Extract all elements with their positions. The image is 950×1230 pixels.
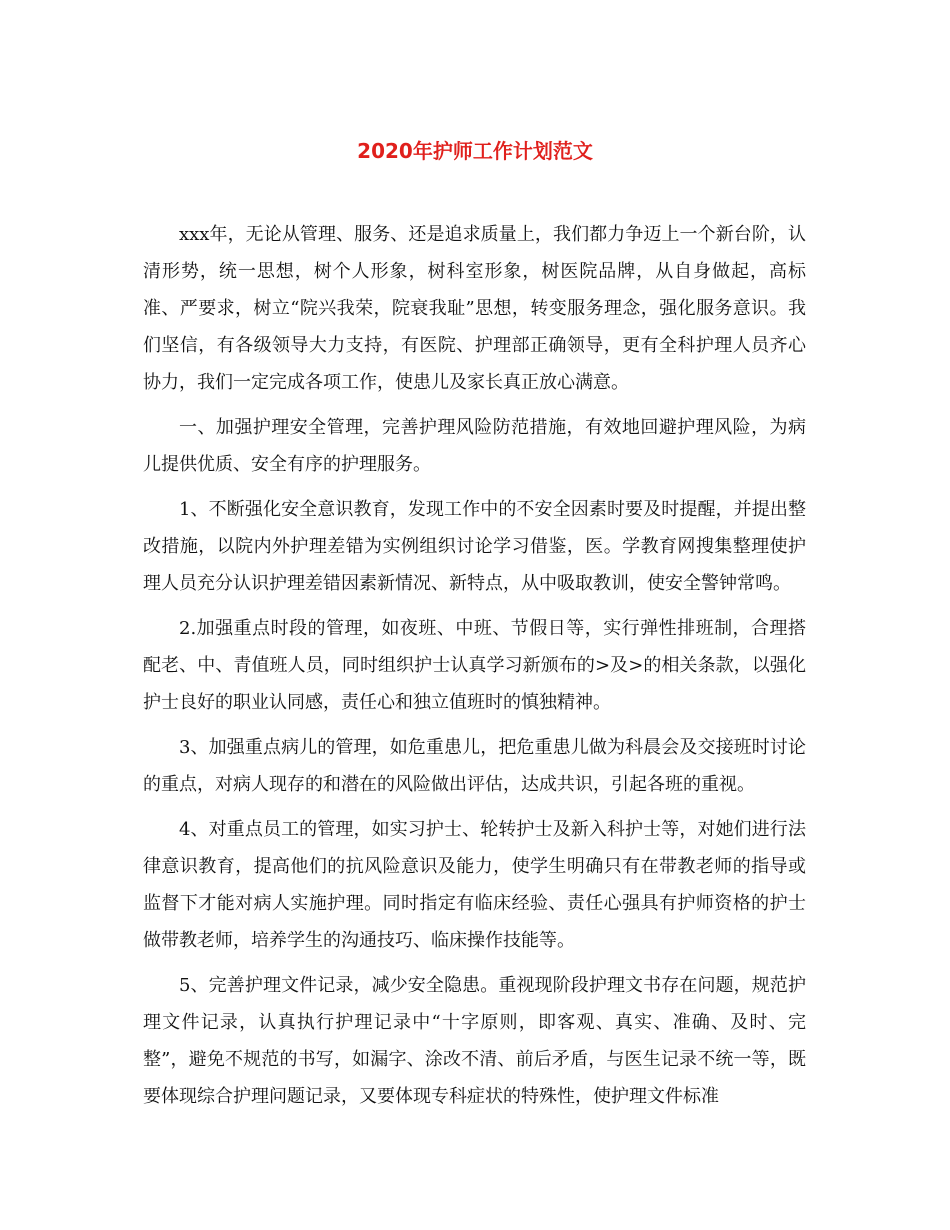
paragraph-intro: xxx年，无论从管理、服务、还是追求质量上，我们都力争迈上一个新台阶，认清形势，统一思想，树个人形象，树科室形象，树医院品牌，从自身做起，高标准、严要求，树立“院兴我荣，院衰我耻”思想，转变服务理念，强化服务意识。我们坚信，有各级领导大力支持，有医院、护理部正确领导，更有全科护理人员齐心协力，我们一定完成各项工作，使患儿及家长真正放心满意。 <box>143 224 806 393</box>
paragraph-item-4: 4、对重点员工的管理，如实习护士、轮转护士及新入科护士等，对她们进行法律意识教育，提高他们的抗风险意识及能力，使学生明确只有在带教老师的指导或监督下才能对病人实施护理。同时指定有临床经验、责任心强具有护师资格的护士做带教老师，培养学生的沟通技巧、临床操作技能等。 <box>143 819 806 951</box>
document-title: 2020年护师工作计划范文 <box>357 139 593 163</box>
paragraph-item-2: 2.加强重点时段的管理，如夜班、中班、节假日等，实行弹性排班制，合理搭配老、中、青值班人员，同时组织护士认真学习新颁布的>及>的相关条款，以强化护士良好的职业认同感，责任心和独立值班时的慎独精神。 <box>143 618 806 713</box>
paragraph-item-5: 5、完善护理文件记录，减少安全隐患。重视现阶段护理文书存在问题，规范护理文件记录，认真执行护理记录中“十字原则，即客观、真实、准确、及时、完整”，避免不规范的书写，如漏字、涂改不清、前后矛盾，与医生记录不统一等，既要体现综合护理问题记录，又要体现专科症状的特殊性，使护理文件标准 <box>143 975 806 1107</box>
paragraph-section-1-heading: 一、加强护理安全管理，完善护理风险防范措施，有效地回避护理风险，为病儿提供优质、安全有序的护理服务。 <box>143 417 806 475</box>
paragraph-item-1: 1、不断强化安全意识教育，发现工作中的不安全因素时要及时提醒，并提出整改措施，以院内外护理差错为实例组织讨论学习借鉴，医。学教育网搜集整理使护理人员充分认识护理差错因素新情况、新特点，从中吸取教训，使安全警钟常鸣。 <box>143 499 806 594</box>
document-body <box>143 216 806 1123</box>
paragraph-item-3: 3、加强重点病儿的管理，如危重患儿，把危重患儿做为科晨会及交接班时讨论的重点，对病人现存的和潜在的风险做出评估，达成共识，引起各班的重视。 <box>143 737 806 795</box>
